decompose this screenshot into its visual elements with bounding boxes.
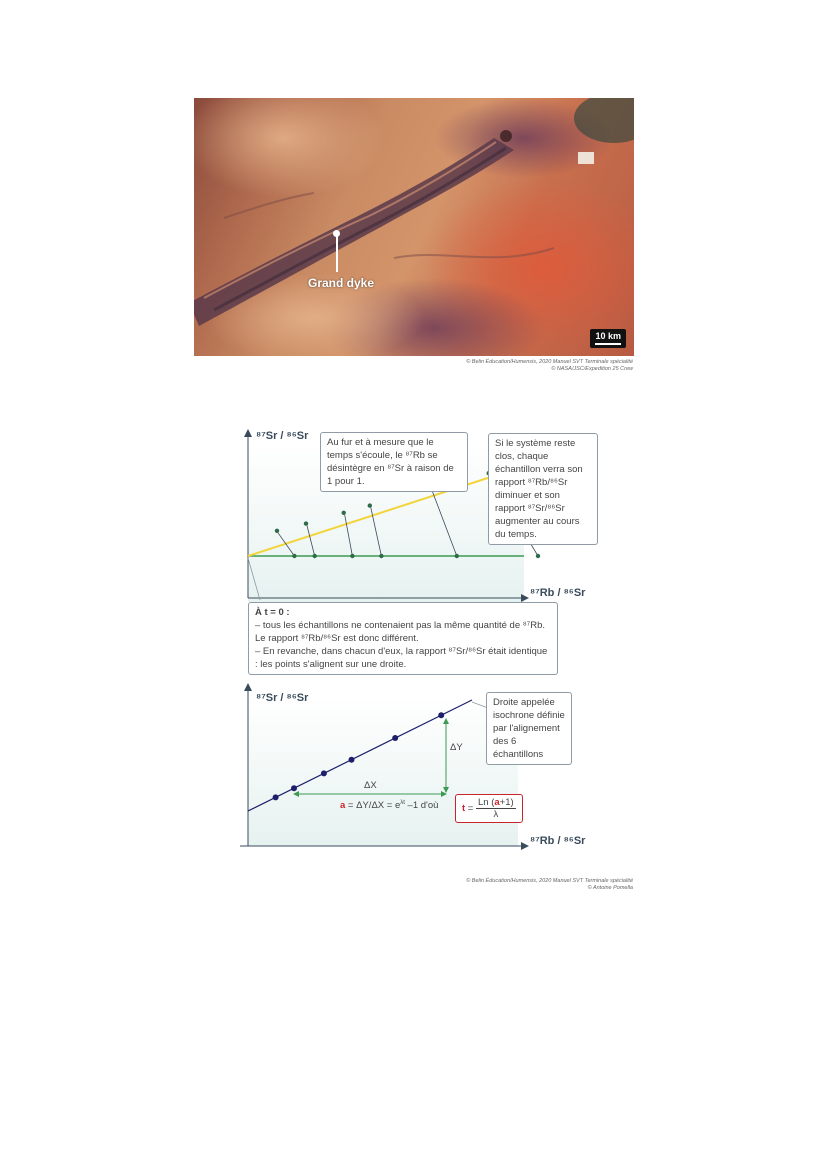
- isochron-sample-point: [438, 712, 444, 718]
- delta-x-label: ΔX: [364, 780, 377, 791]
- photo-credit-line1: © Belin Éducation/Humensis, 2020 Manuel SVT Terminale spécialité: [466, 359, 633, 365]
- age-num-suffix: +1): [499, 797, 514, 808]
- age-fraction: [476, 797, 516, 820]
- satellite-photo: [194, 98, 634, 356]
- formula-tail: –1 d'où: [404, 800, 439, 812]
- age-num-prefix: Ln (: [478, 797, 495, 808]
- diagram-credit-line2: © Antoine Pomella: [587, 885, 633, 891]
- formula-a: a: [340, 800, 346, 812]
- sample-point-t0: [313, 554, 317, 558]
- top-x-axis-label: ⁸⁷Rb / ⁸⁶Sr: [530, 587, 586, 599]
- scale-label: 10 km: [595, 331, 621, 341]
- sample-point-t0: [455, 554, 459, 558]
- age-num-a: a: [494, 797, 500, 808]
- sample-point-today: [368, 503, 372, 507]
- sample-point-t0: [536, 554, 540, 558]
- slope-formula: [340, 800, 438, 811]
- scale-bar: [590, 329, 626, 348]
- top-y-axis-label: ⁸⁷Sr / ⁸⁶Sr: [256, 430, 309, 442]
- age-t-symbol: t: [462, 803, 466, 815]
- formula-exponent: λt: [400, 800, 405, 806]
- age-formula-box: [455, 794, 523, 823]
- formula-middle: = ΔY/ΔX = e: [345, 800, 401, 812]
- callout-decay: Au fur et à mesure que le temps s'écoule, le ⁸⁷Rb se désintègre en ⁸⁷Sr à raison de 1 pour 1.: [320, 432, 468, 492]
- isochron-sample-point: [273, 794, 279, 800]
- isochron-diagrams: [238, 428, 598, 858]
- age-denominator: λ: [493, 809, 499, 820]
- isochron-sample-point: [321, 770, 327, 776]
- age-equals: =: [465, 803, 476, 815]
- callout-closed-system: Si le système reste clos, chaque échantillon verra son rapport ⁸⁷Rb/⁸⁶Sr diminuer et son rapport ⁸⁷Sr/⁸⁶Sr augmenter au cours du temps.: [488, 433, 598, 545]
- top-y-axis-arrow: [244, 429, 252, 437]
- sample-point-t0: [292, 554, 296, 558]
- t0-line1: – tous les échantillons ne contenaient pas la même quantité de ⁸⁷Rb. Le rapport ⁸⁷Rb/⁸⁶Sr est donc différent.: [255, 620, 545, 644]
- top-x-axis-arrow: [521, 594, 529, 602]
- bottom-x-axis-arrow: [521, 842, 529, 850]
- callout-isochron: Droite appelée isochrone définie par l'alignement des 6 échantillons: [486, 692, 572, 765]
- photo-credit-line2: © NASA/JSC/Expedition 25 Crew: [551, 366, 633, 372]
- bottom-panel-background: [248, 696, 518, 846]
- dyke-marker-line: [336, 234, 338, 272]
- t0-line2: – En revanche, dans chacun d'eux, la rapport ⁸⁷Sr/⁸⁶Sr était identique : les points s'alignent sur une droite.: [255, 646, 548, 670]
- sample-point-today: [275, 529, 279, 533]
- sample-point-t0: [350, 554, 354, 558]
- delta-y-label: ΔY: [450, 742, 463, 753]
- bottom-y-axis-label: ⁸⁷Sr / ⁸⁶Sr: [256, 692, 309, 704]
- sample-point-today: [304, 521, 308, 525]
- callout-t0: [248, 602, 558, 675]
- diagram-credit-line1: © Belin Éducation/Humensis, 2020 Manuel SVT Terminale spécialité: [466, 878, 633, 884]
- terrain-texture: [194, 98, 634, 356]
- t0-title: À t = 0 :: [255, 607, 290, 618]
- dyke-label: Grand dyke: [308, 276, 375, 290]
- sample-point-t0: [379, 554, 383, 558]
- age-numerator: [476, 797, 516, 809]
- isochron-sample-point: [291, 785, 297, 791]
- isochron-sample-point: [349, 757, 355, 763]
- sample-point-today: [342, 511, 346, 515]
- bottom-y-axis-arrow: [244, 683, 252, 691]
- scale-bar-line: [595, 343, 621, 345]
- bottom-x-axis-label: ⁸⁷Rb / ⁸⁶Sr: [530, 835, 586, 847]
- isochron-sample-point: [392, 735, 398, 741]
